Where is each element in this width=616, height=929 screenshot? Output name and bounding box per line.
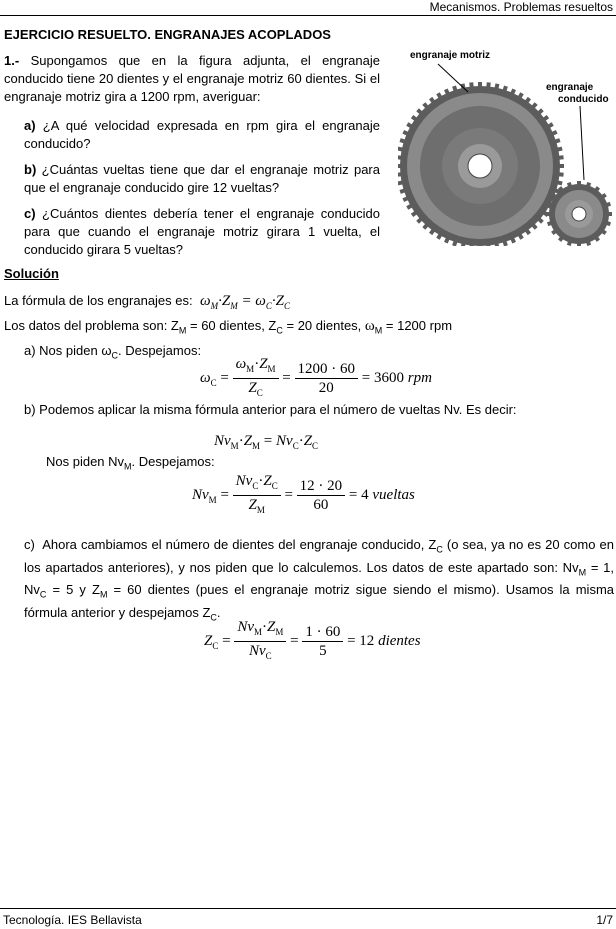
- equation-b: $Nv_M$ = $\frac{Nv_C\cdot Z_C}{Z_M}$ = $\frac{12 \cdot 20}{60}$ = 4 vueltas: [192, 473, 415, 515]
- part-c: c) Ahora cambiamos el número de dientes del engranaje conducido, $Z_C$ (o sea, ya no es 20 como en los apartados anteriores), y nos piden que lo calculemos. Los datos de este apartado son: $Nv_M = 1$, $Nv_C = 5$ y $Z_M = 60$ dientes (pues el engranaje motriz sigue siendo el mismo). Usamos la misma fórmula anterior y despejamos $Z_C$.: [24, 537, 615, 623]
- part-b-sub-text: Nos piden Nv: [46, 454, 125, 469]
- motor-gear-label: engranaje motriz: [410, 50, 491, 61]
- page-title: EJERCICIO RESUELTO. ENGRANAJES ACOPLADOS: [4, 27, 331, 42]
- formula-intro-text: La fórmula de los engranajes es:: [4, 293, 193, 308]
- part-b-sub: Nos piden $Nv_M$. Despejamos:: [46, 454, 215, 472]
- gear-figure: [398, 48, 614, 246]
- question-c: [24, 205, 380, 259]
- question-b-label: b): [24, 162, 37, 177]
- problem-number: 1.-: [4, 53, 20, 68]
- gear-formula: $\omega_M\cdot Z_M = \omega_C\cdot Z_C$: [196, 293, 291, 311]
- question-b: [24, 161, 380, 197]
- solution-heading: Solución: [4, 266, 59, 281]
- question-a-text: ¿A qué velocidad expresada en rpm gira el engranaje conducido?: [24, 118, 380, 151]
- part-c-label: c): [24, 537, 35, 552]
- driven-gear-label-1: engranaje: [546, 82, 594, 93]
- question-a: [24, 117, 380, 153]
- formula-intro: [4, 293, 290, 311]
- part-b-sub-end: . Despejamos:: [131, 454, 215, 469]
- equation-c: $Z_C$ = $\frac{Nv_M\cdot Z_M}{Nv_C}$ = $\frac{1 \cdot 60}{5}$ = 12 dientes: [204, 619, 421, 661]
- page-header: Mecanismos. Problemas resueltos: [429, 0, 613, 14]
- header-rule: [0, 15, 616, 16]
- problem-intro: [4, 52, 380, 106]
- part-c-text: Ahora cambiamos el número de dientes del engranaje conducido, Z: [42, 537, 437, 552]
- equation-a: $\omega_C$ = $\frac{\omega_M\cdot Z_M}{Z_C}$ = $\frac{1200 \cdot 60}{20}$ = 3600 rpm: [200, 356, 432, 398]
- part-a-intro-end: . Despejamos:: [117, 343, 202, 358]
- footer-left: Tecnología. IES Bellavista: [3, 913, 142, 927]
- data-line: Los datos del problema son: $Z_M = 60$ dientes, $Z_C = 20$ dientes, $\omega_M = 1200$ rpm: [4, 318, 453, 336]
- part-a-intro: a) Nos piden $\omega_C$. Despejamos:: [24, 343, 202, 361]
- equation-b-general: $Nv_M\cdot Z_M = Nv_C\cdot Z_C$: [214, 433, 319, 451]
- question-a-label: a): [24, 118, 36, 133]
- data-line-text: Los datos del problema son: Z: [4, 318, 179, 333]
- question-b-text: ¿Cuántas vueltas tiene que dar el engranaje motriz para que el engranaje conducido gire 12 vueltas?: [24, 162, 380, 195]
- gears-illustration-icon: [398, 48, 614, 246]
- page-number: 1/7: [596, 913, 613, 927]
- motor-gear-icon: [400, 86, 560, 246]
- question-c-text: ¿Cuántos dientes debería tener el engranaje conducido para que cuando el engranaje motriz girara 1 vuelta, el conducido girara 5 vueltas?: [24, 206, 380, 257]
- problem-intro-text: Supongamos que en la figura adjunta, el engranaje conducido tiene 20 dientes y el engranaje motriz 60 dientes. Si el engranaje motriz gira a 1200 rpm, averiguar:: [4, 53, 380, 104]
- part-a-intro-text: a) Nos piden ω: [24, 343, 112, 358]
- driven-gear-label-2: conducido: [558, 94, 609, 105]
- footer-rule: [0, 908, 616, 909]
- question-c-label: c): [24, 206, 36, 221]
- part-b-intro: b) Podemos aplicar la misma fórmula anterior para el número de vueltas Nv. Es decir:: [24, 402, 517, 417]
